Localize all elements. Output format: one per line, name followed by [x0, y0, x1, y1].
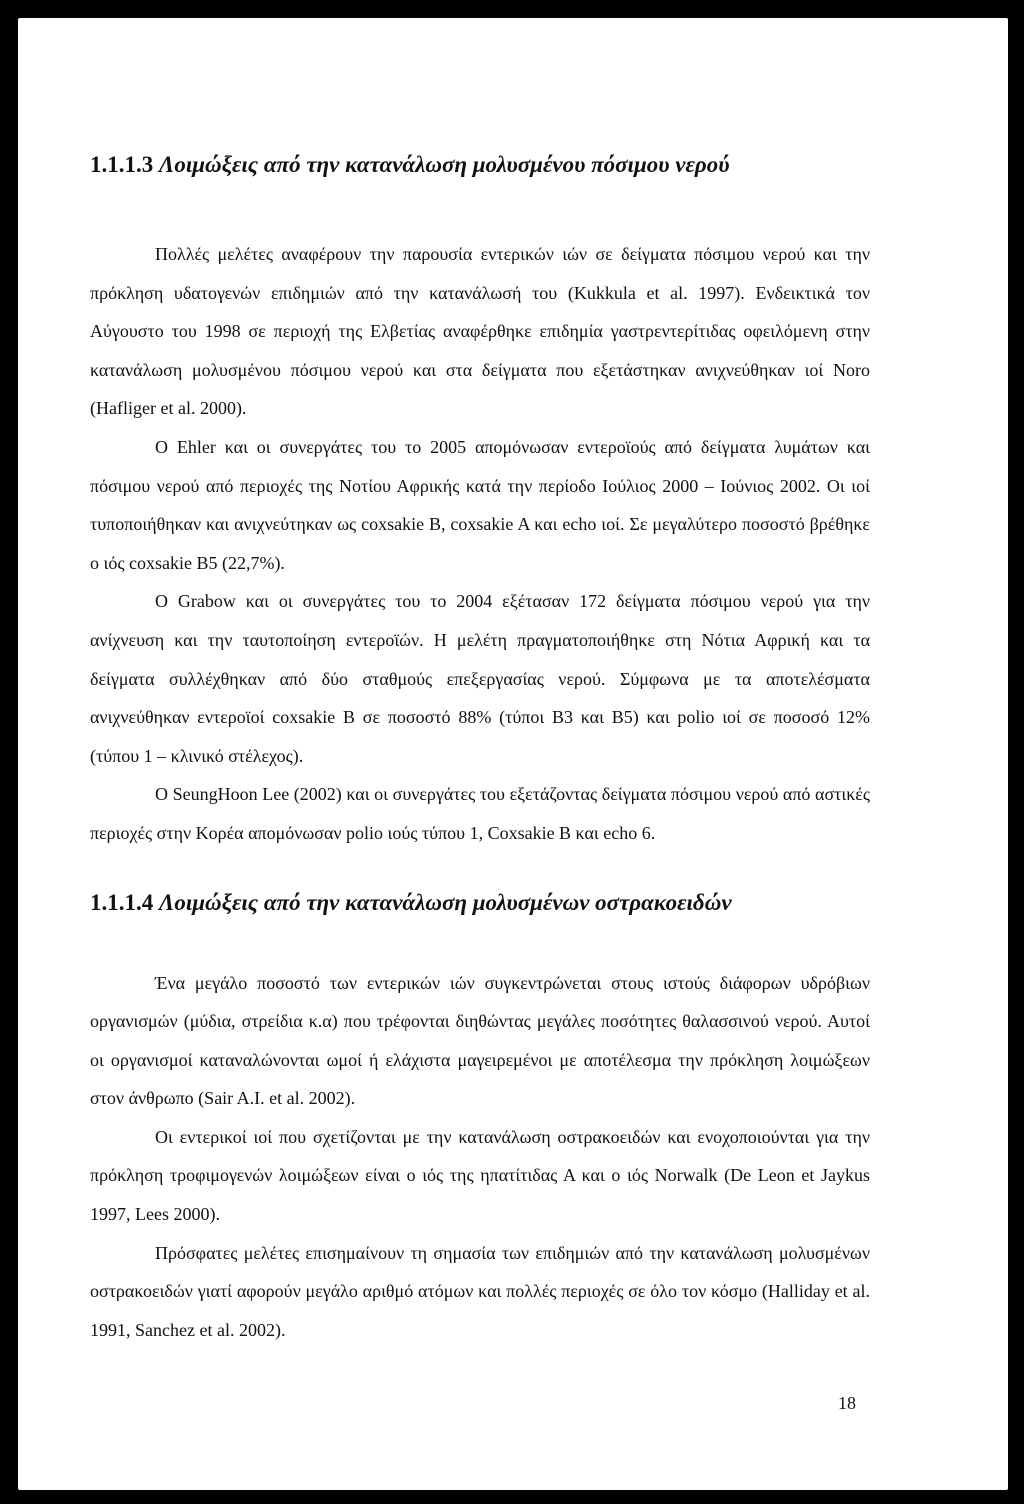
paragraph: Ένα μεγάλο ποσοστό των εντερικών ιών συγκεντρώνεται στους ιστούς διάφορων υδρόβιων οργανισμών (μύδια, στρείδια κ.α) που τρέφονται διηθώντας μεγάλες ποσότητες θαλασσινού νερού. Αυτοί οι οργανισμοί καταναλώνονται ωμοί ή ελάχιστα μαγειρεμένοι με αποτέλεσμα την πρόκληση λοιμώξεων στον άνθρωπο (Sair A.I. et al. 2002). [90, 972, 870, 1109]
section-1-1-1-4 [90, 888, 870, 1350]
section-title: Λοιμώξεις από την κατανάλωση μολυσμένων οστρακοειδών [159, 889, 732, 915]
section-title: Λοιμώξεις από την κατανάλωση μολυσμένου πόσιμου νερού [159, 152, 730, 177]
section-number: 1.1.1.3 [90, 152, 154, 177]
paragraph: O SeungHoon Lee (2002) και οι συνεργάτες του εξετάζοντας δείγματα πόσιμου νερού από αστικές περιοχές στην Κορέα απομόνωσαν polio ιούς τύπου 1, Coxsakie B και echo 6. [90, 784, 870, 843]
paragraph: Πρόσφατες μελέτες επισημαίνουν τη σημασία των επιδημιών από την κατανάλωση μολυσμένων οστρακοειδών γιατί αφορούν μεγάλο αριθμό ατόμων και πολλές περιοχές σε όλο τον κόσμο (Halliday et al. 1991, Sanchez et al. 2002). [90, 1242, 870, 1340]
section-heading [90, 888, 870, 918]
section-heading [90, 150, 870, 180]
document-page [18, 18, 1008, 1490]
section-number: 1.1.1.4 [90, 889, 154, 915]
section-1-1-1-3 [90, 150, 870, 853]
paragraph: O Ehler και οι συνεργάτες του το 2005 απομόνωσαν εντεροϊούς από δείγματα λυμάτων και πόσιμου νερού από περιοχές της Νοτίου Αφρικής κατά την περίοδο Ιούλιος 2000 – Ιούνιος 2002. Οι ιοί τυποποιήθηκαν και ανιχνεύτηκαν ως coxsakie B, coxsakie A και echo ιοί. Σε μεγαλύτερο ποσοστό βρέθηκε ο ιός coxsakie B5 (22,7%). [90, 436, 870, 573]
paragraph: Πολλές μελέτες αναφέρουν την παρουσία εντερικών ιών σε δείγματα πόσιμου νερού και την πρόκληση υδατογενών επιδημιών από την κατανάλωσή του (Kukkula et al. 1997). Ενδεικτικά τον Αύγουστο του 1998 σε περιοχή της Ελβετίας αναφέρθηκε επιδημία γαστρεντερίτιδας οφειλόμενη στην κατανάλωση μολυσμένου πόσιμου νερού και στα δείγματα που εξετάστηκαν ανιχνεύθηκαν ιοί Noro (Hafliger et al. 2000). [90, 244, 870, 419]
page-number: 18 [838, 1393, 856, 1413]
page-content [90, 150, 870, 1349]
paragraph: Οι εντερικοί ιοί που σχετίζονται με την κατανάλωση οστρακοειδών και ενοχοποιούνται για την πρόκληση τροφιμογενών λοιμώξεων είναι ο ιός της ηπατίτιδας Α και ο ιός Norwalk (De Leon et Jaykus 1997, Lees 2000). [90, 1126, 870, 1225]
paragraph: O Grabow και οι συνεργάτες του το 2004 εξέτασαν 172 δείγματα πόσιμου νερού για την ανίχνευση και την ταυτοποίηση εντεροϊών. Η μελέτη πραγματοποιήθηκε στη Νότια Αφρική και τα δείγματα συλλέχθηκαν από δύο σταθμούς επεξεργασίας νερού. Σύμφωνα με τα αποτελέσματα ανιχνεύθηκαν εντεροϊοί coxsakie B σε ποσοστό 88% (τύποι B3 και B5) και polio ιοί σε ποσοσό 12% (τύπου 1 – κλινικό στέλεχος). [90, 591, 870, 766]
